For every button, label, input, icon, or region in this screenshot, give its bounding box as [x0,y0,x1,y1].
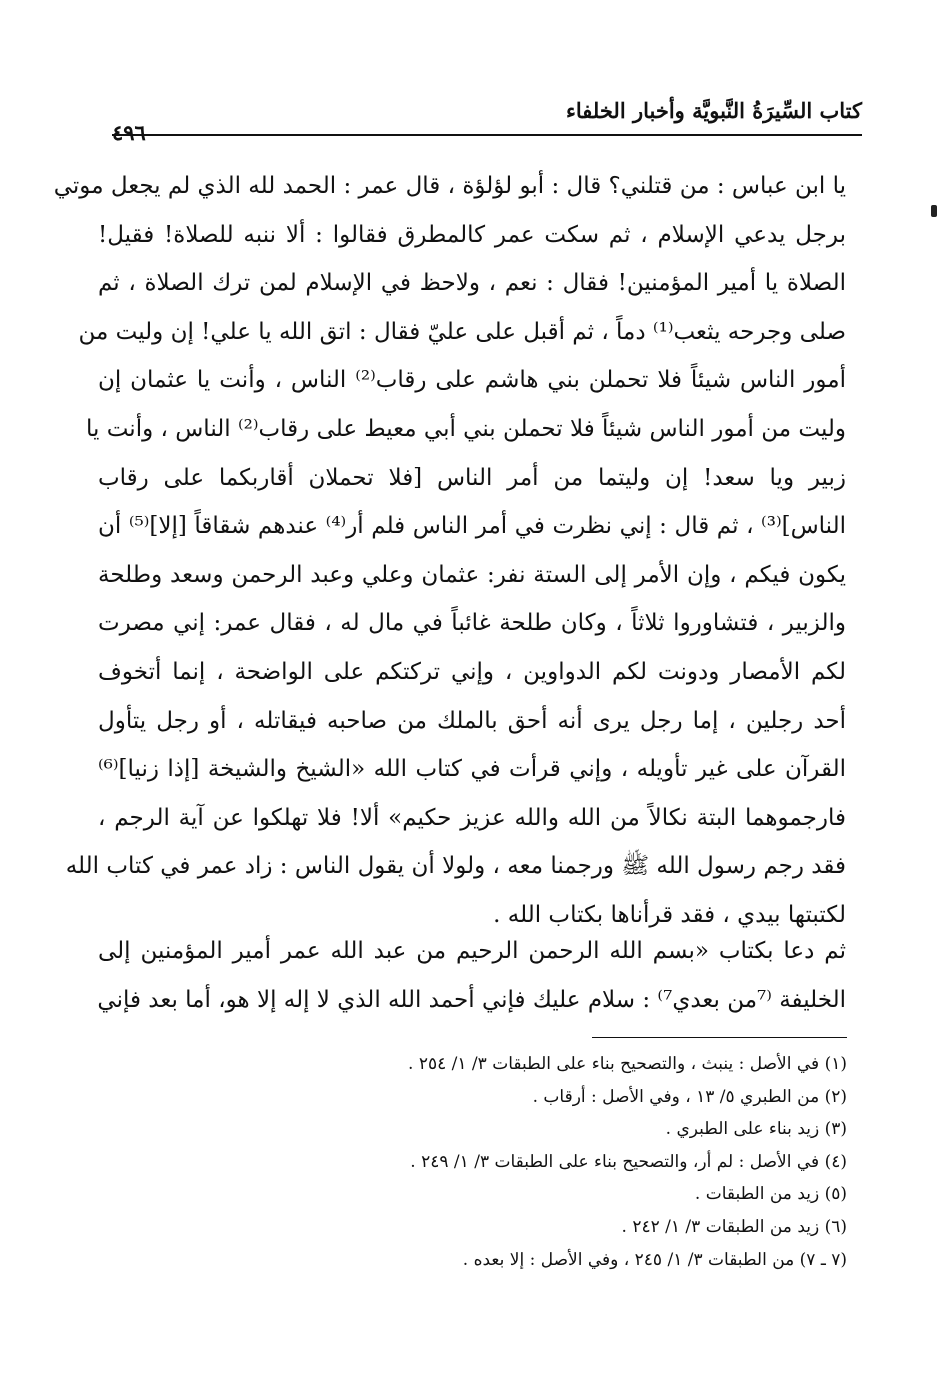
text-line: وليت من أمور الناس شيئاً فلا تحملن بني أبي معيط على رقاب⁽²⁾ الناس ، وأنت يا [85,415,846,442]
text-line: والزبير ، فتشاوروا ثلاثاً ، وكان طلحة غائباً في مال له ، فقال عمر: إني مصرت [98,610,846,637]
text-line: الخليفة ⁽⁷من بعدي⁷⁾ : سلام عليك فإني أحمد الله الذي لا إله إلا هو، أما بعد فإني [97,986,846,1013]
footnote-separator [592,1037,847,1038]
text-line: برجل يدعي الإسلام ، ثم سكت عمر كالمطرق فقالوا : ألا ننبه للصلاة! فقيل! [98,221,846,248]
text-line: أحد رجلين ، إما رجل يرى أنه أحق بالملك من صاحبه فيقاتله ، أو رجل يتأول [98,707,846,734]
main-paragraph [53,162,846,940]
text-line: لكم الأمصار ودونت لكم الدواوين ، وإني تركتكم على الواضحة ، إنما أتخوف [98,658,846,685]
page-number: ٤٩٦ [112,120,146,145]
footnote: (٧ ـ ٧) من الطبقات ٣/ ١/ ٢٤٥ ، وفي الأصل : إلا بعده . [462,1249,847,1270]
scan-mark [931,205,937,217]
text-line: القرآن على غير تأويله ، وإني قرأت في كتاب الله «الشيخ والشيخة [إذا زنيا]⁽⁶⁾ [98,756,846,783]
footnote: (٢) من الطبري ٥/ ١٣ ، وفي الأصل : أرقاب . [532,1086,847,1107]
text-line: الصلاة يا أمير المؤمنين! فقال : نعم ، ولاحظ في الإسلام لمن ترك الصلاة ، ثم [98,270,846,297]
text-line: زبير ويا سعد! إن وليتما من أمر الناس [فلا تحملان أقاربكما على رقاب [98,464,846,491]
footnote: (٦) زيد من الطبقات ٣/ ١/ ٢٤٢ . [621,1216,847,1237]
footnote: (٣) زيد بناء على الطبري . [665,1119,847,1140]
text-line: صلى وجرحه يثعب⁽¹⁾ دماً ، ثم أقبل على عليّ فقال : اتق الله يا علي! إن وليت من [78,318,846,345]
text-line: الناس]⁽³⁾ ، ثم قال : إني نظرت في أمر الناس فلم أر⁽⁴⁾ عندهم شقاقاً [إلا]⁽⁵⁾ أن [98,513,846,540]
second-paragraph [98,927,846,1024]
text-line: أمور الناس شيئاً فلا تحملن بني هاشم على رقاب⁽²⁾ الناس ، وأنت يا عثمان إن [98,367,846,394]
text-line: ثم دعا بكتاب «بسم الله الرحمن الرحيم من عبد الله عمر أمير المؤمنين إلى [98,938,846,964]
text-line: يكون فيكم ، وإن الأمر إلى الستة نفر: عثمان وعلي وعبد الرحمن وسعد وطلحة [98,561,846,588]
footnote: (٥) زيد من الطبقات . [694,1184,847,1205]
text-line: يا ابن عباس : من قتلني؟ قال : أبو لؤلؤة ، قال عمر : الحمد لله الذي لم يجعل موتي [53,173,846,199]
text-line: لكتبتها بيدي ، فقد قرأناها بكتاب الله . [493,901,846,928]
footnote: (١) في الأصل : ينبث ، والتصحيح بناء على الطبقات ٣/ ١/ ٢٥٤ . [408,1054,847,1074]
page-header [112,92,862,145]
footnote: (٤) في الأصل : لم أر، والتصحيح بناء على الطبقات ٣/ ١/ ٢٤٩ . [410,1151,847,1172]
footnotes [120,1048,847,1276]
text-line: فارجموهما البتة نكالاً من الله والله عزيز حكيم» ألا! فلا تهلكوا عن آية الرجم ، [98,804,846,831]
running-title: كتاب السِّيرَةُ النَّبويَّة وأخبار الخلفاء [566,98,862,123]
header-rule [112,134,862,136]
text-line: فقد رجم رسول الله ﷺ ورجمنا معه ، ولولا أن يقول الناس : زاد عمر في كتاب الله [65,853,846,880]
